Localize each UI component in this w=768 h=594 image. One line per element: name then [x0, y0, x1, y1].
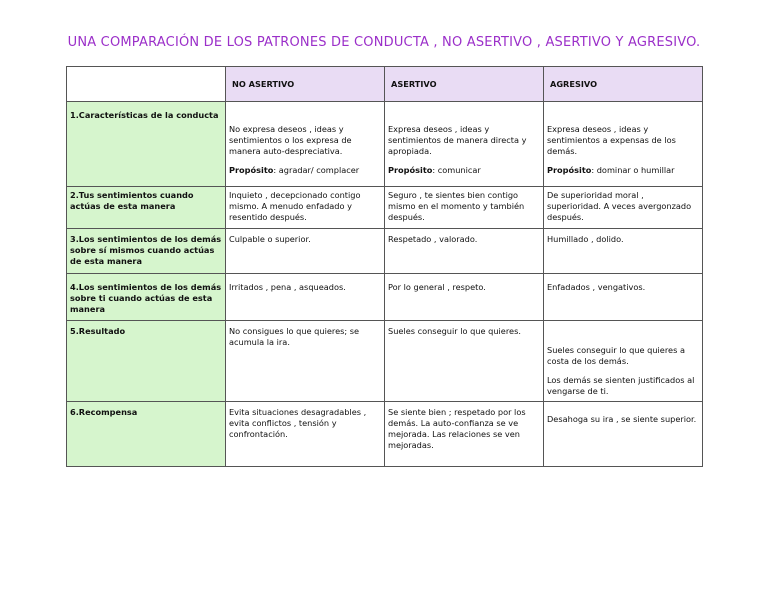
cell-asertivo: Por lo general , respeto.: [385, 274, 544, 321]
cell-no-asertivo: No consigues lo que quieres; se acumula la ira.: [226, 321, 385, 402]
header-asertivo: ASERTIVO: [385, 67, 544, 102]
row-label: 2.Tus sentimientos cuando actúas de esta manera: [67, 187, 226, 229]
cell-agresivo: [544, 402, 703, 467]
table-row: [67, 402, 703, 467]
cell-asertivo: Respetado , valorado.: [385, 229, 544, 274]
table-row: [67, 274, 703, 321]
cell-no-asertivo: Culpable o superior.: [226, 229, 385, 274]
table-row: [67, 229, 703, 274]
proposito-label: Propósito: [547, 165, 592, 175]
cell-text: No expresa deseos , ideas y sentimientos o los expresa de manera auto-despreciativa.: [229, 124, 352, 156]
row-label: 1.Características de la conducta: [67, 102, 226, 187]
header-no-asertivo: NO ASERTIVO: [226, 67, 385, 102]
cell-text: : agradar/ complacer: [273, 165, 360, 175]
table-row: [67, 187, 703, 229]
cell-text: Expresa deseos , ideas y sentimientos a expensas de los demás.: [547, 124, 676, 156]
table-row: [67, 102, 703, 187]
document-title: UNA COMPARACIÓN DE LOS PATRONES DE CONDUCTA , NO ASERTIVO , ASERTIVO Y AGRESIVO.: [67, 35, 701, 50]
row-label: 3.Los sentimientos de los demás sobre sí mismos cuando actúas de esta manera: [67, 229, 226, 274]
row-label: 6.Recompensa: [67, 402, 226, 467]
cell-no-asertivo: [226, 102, 385, 187]
header-corner-cell: [67, 67, 226, 102]
cell-no-asertivo: Inquieto , decepcionado contigo mismo. A menudo enfadado y resentido después.: [226, 187, 385, 229]
cell-asertivo: Seguro , te sientes bien contigo mismo en el momento y también después.: [385, 187, 544, 229]
table-row: [67, 321, 703, 402]
cell-agresivo: [544, 321, 703, 402]
cell-asertivo: [385, 102, 544, 187]
cell-agresivo: [544, 102, 703, 187]
header-agresivo: AGRESIVO: [544, 67, 703, 102]
cell-agresivo: Humillado , dolido.: [544, 229, 703, 274]
header-row: [67, 67, 703, 102]
cell-no-asertivo: Evita situaciones desagradables , evita conflictos , tensión y confrontación.: [226, 402, 385, 467]
cell-text: Expresa deseos , ideas y sentimientos de manera directa y apropiada.: [388, 124, 527, 156]
cell-text: : dominar o humillar: [591, 165, 675, 175]
cell-text: Desahoga su ira , se siente superior.: [547, 414, 697, 424]
cell-no-asertivo: Irritados , pena , asqueados.: [226, 274, 385, 321]
cell-text: Sueles conseguir lo que quieres a costa de los demás.: [547, 345, 685, 366]
row-label: 4.Los sentimientos de los demás sobre ti cuando actúas de esta manera: [67, 274, 226, 321]
cell-agresivo: Enfadados , vengativos.: [544, 274, 703, 321]
cell-agresivo: De superioridad moral , superioridad. A veces avergonzado después.: [544, 187, 703, 229]
proposito-label: Propósito: [229, 165, 274, 175]
row-label: 5.Resultado: [67, 321, 226, 402]
proposito-label: Propósito: [388, 165, 433, 175]
cell-asertivo: Sueles conseguir lo que quieres.: [385, 321, 544, 402]
comparison-table: [66, 66, 703, 467]
cell-text: Los demás se sienten justificados al vengarse de ti.: [547, 375, 695, 396]
cell-text: : comunicar: [432, 165, 481, 175]
cell-asertivo: Se siente bien ; respetado por los demás. La auto-confianza se ve mejorada. Las relaciones se ven mejoradas.: [385, 402, 544, 467]
